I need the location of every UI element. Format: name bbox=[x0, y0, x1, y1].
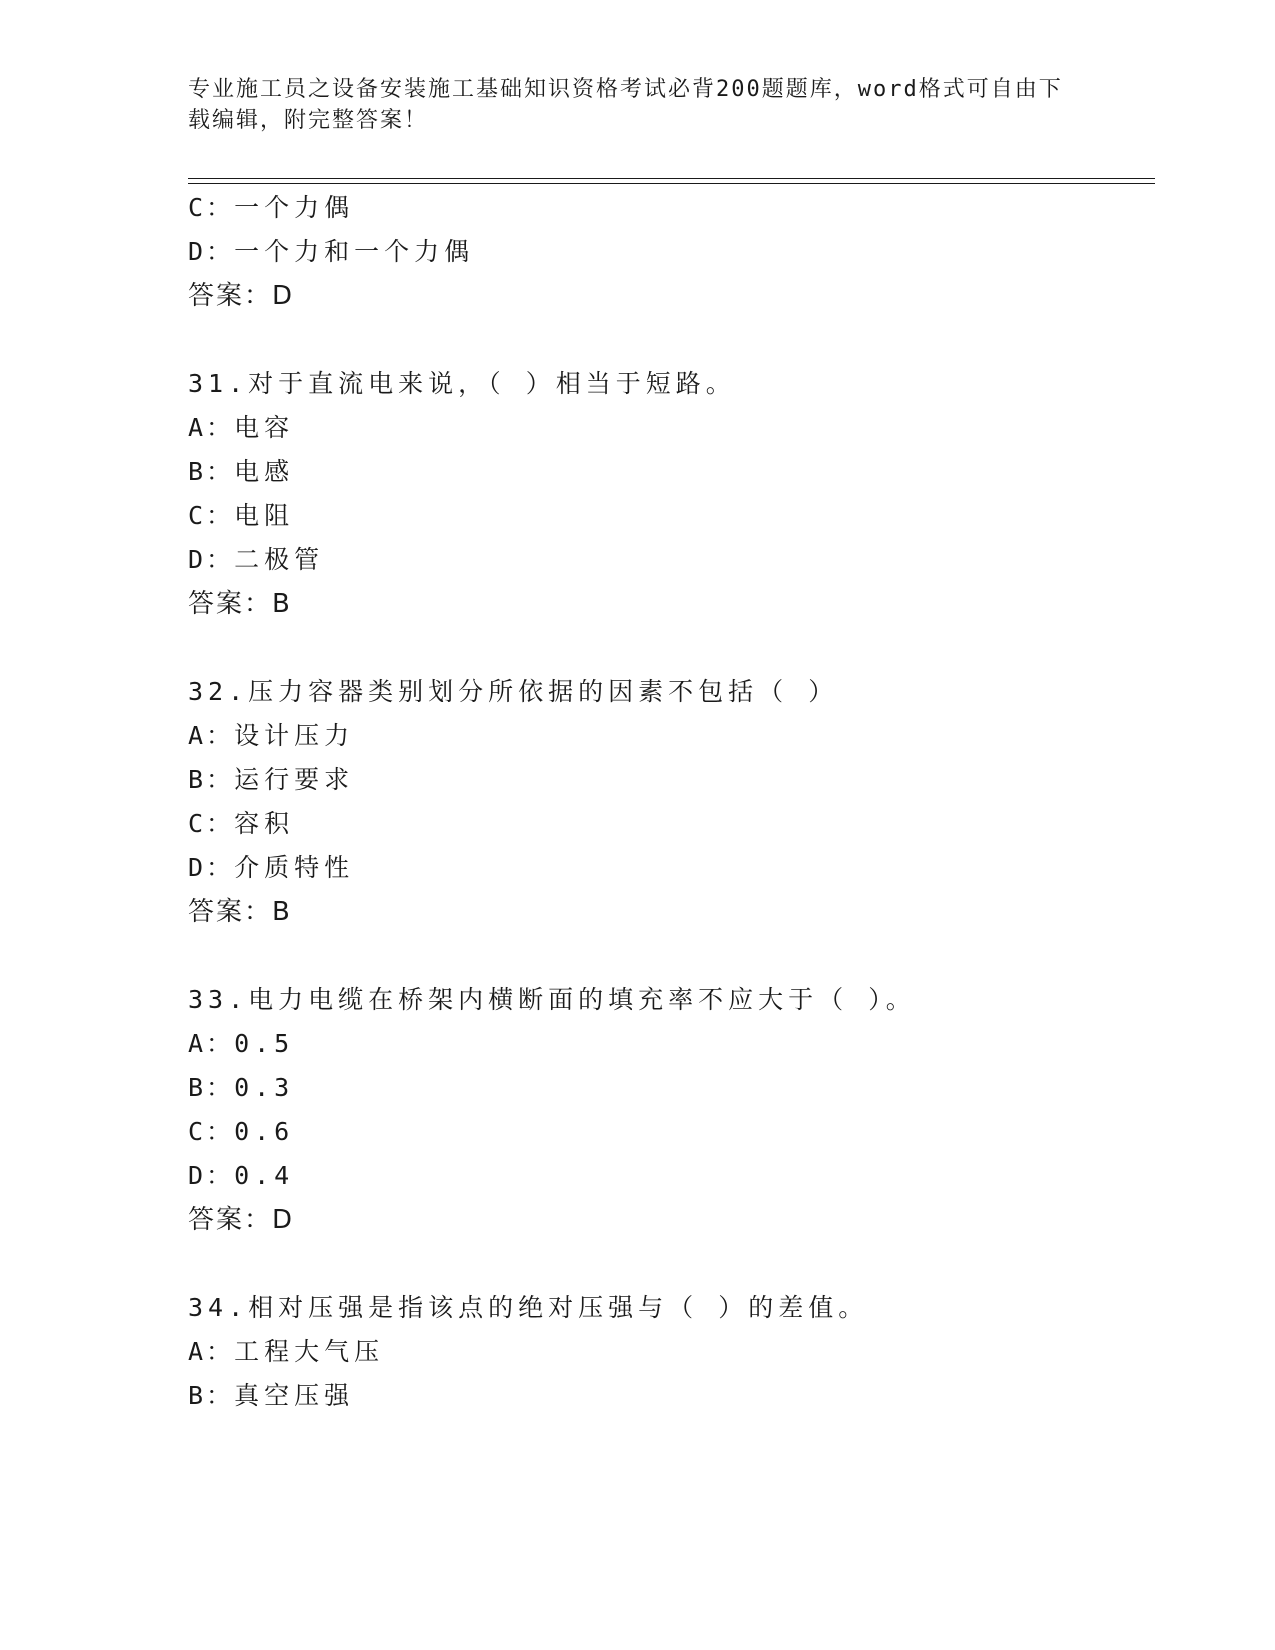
option-d: D：一个力和一个力偶 bbox=[188, 237, 475, 266]
option-b: B：电感 bbox=[188, 457, 295, 486]
question-stem: 32.压力容器类别划分所依据的因素不包括（ ） bbox=[188, 677, 839, 706]
document-header: 专业施工员之设备安装施工基础知识资格考试必背200题题库，word格式可自由下载编辑，附完整答案！ bbox=[188, 77, 1063, 133]
option-b: B：0.3 bbox=[188, 1073, 295, 1102]
option-a: A：电容 bbox=[188, 413, 295, 442]
option-a: A：工程大气压 bbox=[188, 1337, 385, 1366]
option-d: D：介质特性 bbox=[188, 853, 355, 882]
answer: 答案：B bbox=[188, 589, 292, 619]
option-b: B：运行要求 bbox=[188, 765, 355, 794]
option-d: D：二极管 bbox=[188, 545, 325, 574]
option-c: C：一个力偶 bbox=[188, 193, 355, 222]
option-a: A：0.5 bbox=[188, 1029, 295, 1058]
option-d: D：0.4 bbox=[188, 1161, 295, 1190]
option-a: A：设计压力 bbox=[188, 721, 355, 750]
header-divider-bottom bbox=[188, 183, 1155, 184]
question-stem: 34.相对压强是指该点的绝对压强与（ ）的差值。 bbox=[188, 1293, 869, 1322]
option-b: B：真空压强 bbox=[188, 1381, 355, 1410]
option-c: C：电阻 bbox=[188, 501, 295, 530]
option-c: C：容积 bbox=[188, 809, 295, 838]
option-c: C：0.6 bbox=[188, 1117, 295, 1146]
question-stem: 31.对于直流电来说，（ ）相当于短路。 bbox=[188, 369, 736, 398]
question-stem: 33.电力电缆在桥架内横断面的填充率不应大于（ ）。 bbox=[188, 985, 916, 1014]
answer: 答案：D bbox=[188, 281, 295, 311]
answer: 答案：D bbox=[188, 1205, 295, 1235]
answer: 答案：B bbox=[188, 897, 292, 927]
header-divider-top bbox=[188, 178, 1155, 179]
